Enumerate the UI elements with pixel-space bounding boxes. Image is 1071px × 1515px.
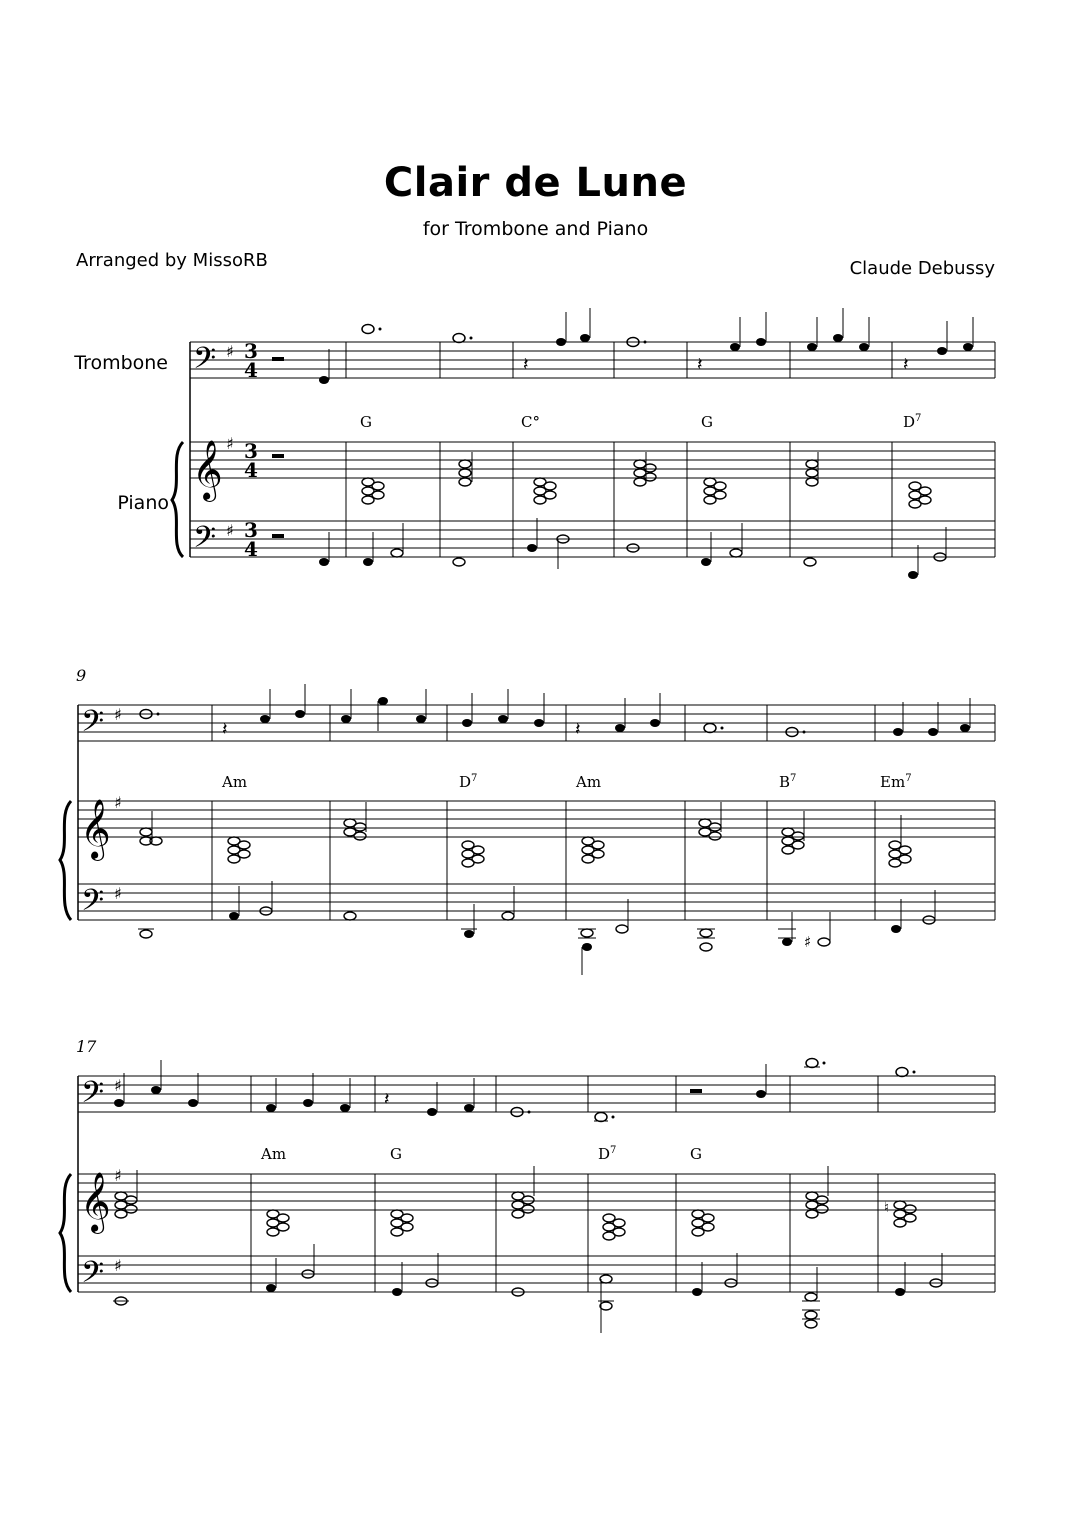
time-sig-top: 3 (244, 439, 258, 463)
bass-clef-icon: 𝄢 (81, 1256, 105, 1297)
time-signatures (244, 339, 258, 561)
system-3 (60, 1037, 995, 1333)
barlines (251, 1076, 995, 1292)
treble-clef-icon: 𝄞 (192, 440, 223, 500)
sharp-icon: ♯ (114, 793, 122, 812)
half-rest (272, 357, 284, 361)
piano-brace (60, 801, 71, 920)
svg-text:𝄽: 𝄽 (903, 354, 909, 375)
system-2 (60, 666, 995, 975)
piano-rh-notes (140, 819, 911, 867)
piano-brace (60, 1174, 71, 1292)
chord-symbol: Am (261, 1145, 287, 1163)
chord-symbol: G (390, 1145, 402, 1163)
sharp-icon: ♯ (226, 342, 234, 361)
chord-symbol: Am (576, 773, 602, 791)
svg-text:𝄽: 𝄽 (523, 354, 529, 375)
chord-symbol: G (690, 1145, 702, 1163)
sharp-icon: ♯ (114, 1076, 122, 1095)
bass-clef-icon: 𝄢 (193, 342, 217, 383)
chord-symbol: G (360, 413, 372, 431)
chord-symbol: G (701, 413, 713, 431)
chord-symbol: Am (222, 773, 248, 791)
chord-symbols (360, 413, 921, 431)
chord-symbol: Em$^7$ (880, 773, 912, 791)
svg-text:♯: ♯ (804, 933, 812, 951)
piano-label: Piano (117, 492, 169, 514)
bass-clef-icon: 𝄢 (81, 705, 105, 746)
composer-credit: Claude Debussy (849, 258, 995, 279)
chord-symbol: $D^7$ (459, 773, 478, 791)
chord-symbol: $D^7$ (903, 413, 922, 431)
natural-icon: ♮ (884, 1200, 890, 1216)
svg-text:𝄽: 𝄽 (384, 1089, 390, 1110)
time-sig-bottom: 4 (244, 537, 258, 561)
sharp-icon: ♯ (114, 705, 122, 724)
svg-text:𝄽: 𝄽 (697, 354, 703, 375)
treble-clef-icon: 𝄞 (80, 1172, 111, 1232)
bass-clef-icon: 𝄢 (81, 884, 105, 925)
piano-rh-notes (272, 454, 931, 508)
time-sig-bottom: 4 (244, 358, 258, 382)
piano-treble-staff (190, 442, 995, 478)
piano-lh-notes (138, 881, 935, 975)
measure-number: 17 (76, 1037, 97, 1056)
svg-text:𝄽: 𝄽 (575, 719, 581, 740)
bass-clef-icon: 𝄢 (193, 521, 217, 562)
sharp-icon: ♯ (114, 1166, 122, 1185)
sharp-icon: ♯ (226, 434, 234, 453)
barlines (346, 342, 995, 557)
sharp-icon: ♯ (114, 1256, 122, 1275)
sharp-icon: ♯ (226, 521, 234, 540)
time-sig-top: 3 (244, 339, 258, 363)
chord-symbols (221, 773, 912, 791)
sharp-icon: ♯ (114, 884, 122, 903)
arranger-credit: Arranged by MissoRB (76, 250, 268, 271)
trombone-notes (272, 308, 973, 384)
time-sig-bottom: 4 (244, 458, 258, 482)
system-1 (73, 308, 995, 579)
trombone-label: Trombone (74, 352, 168, 374)
chord-symbol: C° (521, 413, 540, 431)
time-sig-top: 3 (244, 518, 258, 542)
svg-text:𝄽: 𝄽 (222, 719, 228, 740)
piano-bass-staff (190, 521, 995, 557)
chord-symbol: $D^7$ (598, 1145, 617, 1163)
trombone-staff (190, 342, 995, 378)
page-subtitle: for Trombone and Piano (422, 218, 649, 240)
bass-clef-icon: 𝄢 (81, 1076, 105, 1117)
piano-brace (172, 442, 183, 557)
chord-symbols (260, 1145, 702, 1163)
measure-number: 9 (76, 666, 87, 685)
chord-symbol: $B^7$ (779, 773, 797, 791)
page-title: Clair de Lune (383, 160, 688, 206)
piano-lh-notes (113, 1244, 942, 1333)
barlines (212, 705, 995, 920)
piano-rh-notes (115, 1192, 916, 1240)
treble-clef-icon: 𝄞 (80, 799, 111, 859)
